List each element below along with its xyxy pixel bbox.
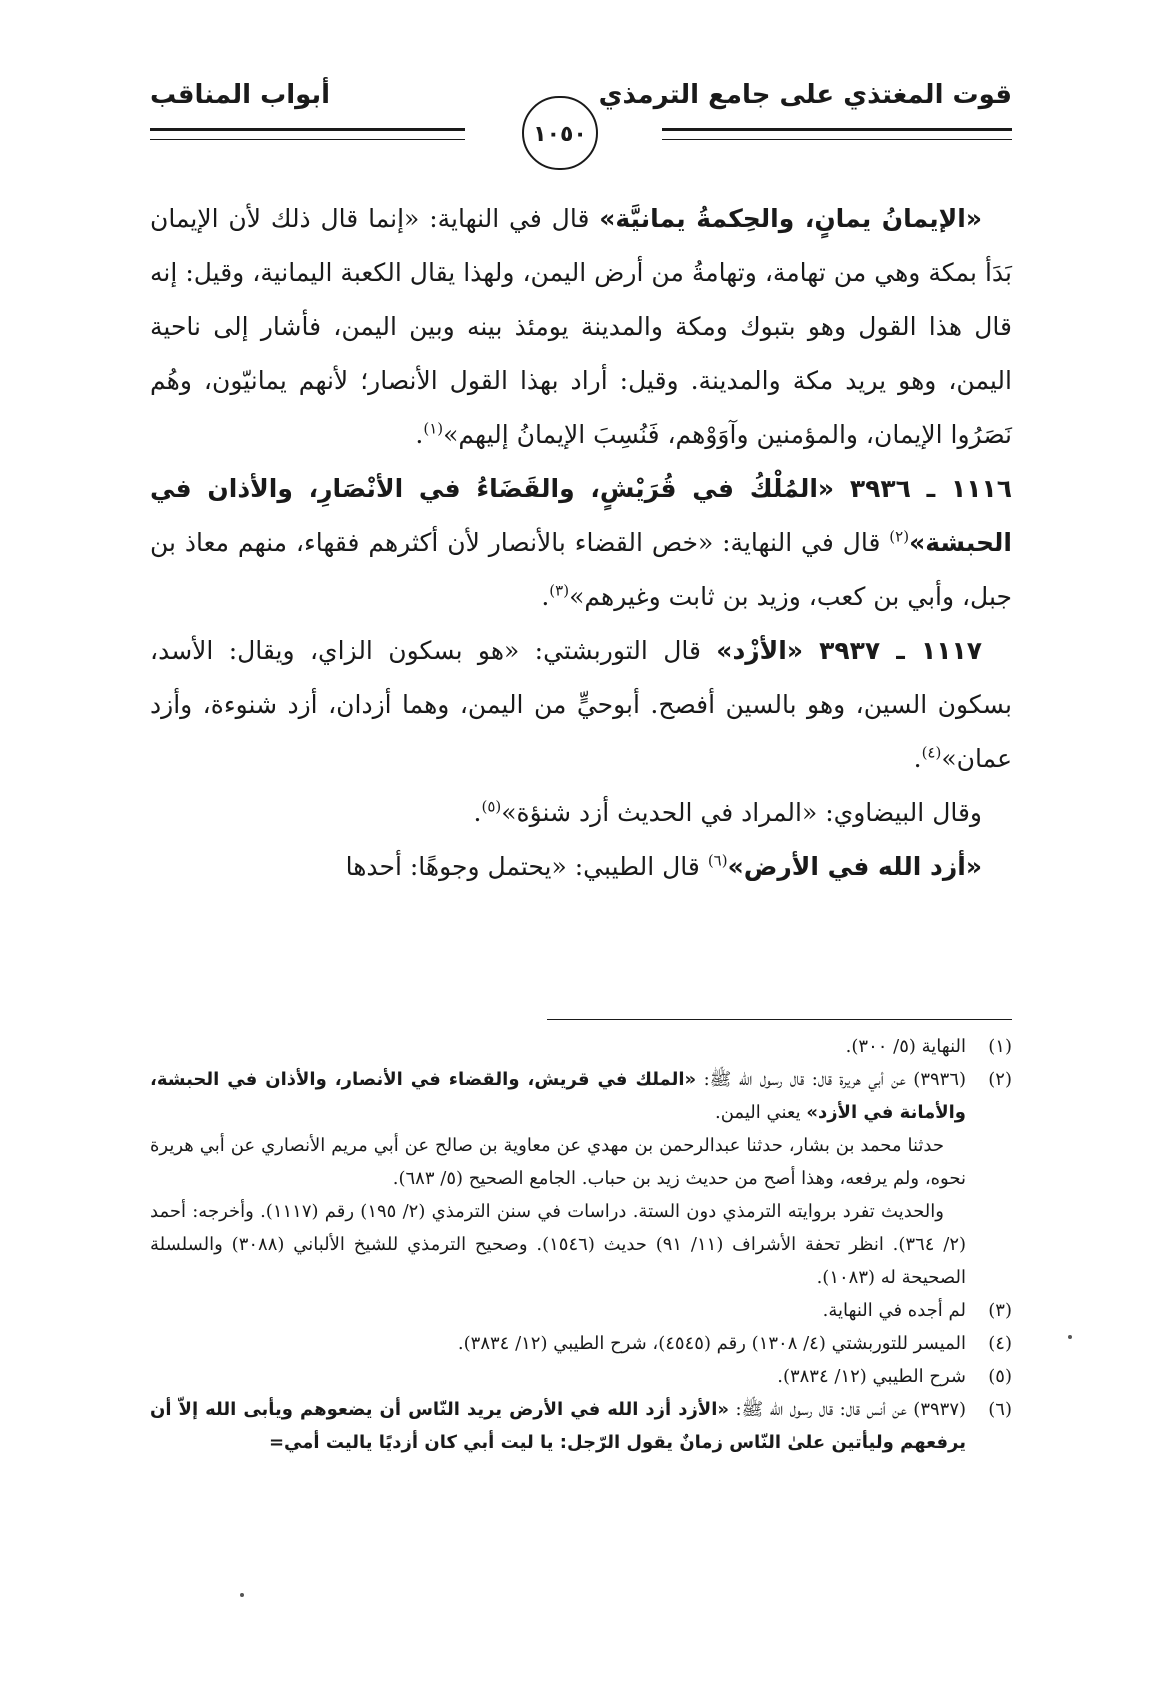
paragraph-hadith-3937 xyxy=(150,624,1012,786)
commentary-text: قال في النهاية: «خص القضاء بالأنصار لأن أكثرهم فقهاء، منهم معاذ بن جبل، وأبي بن كعب، وزيد بن ثابت وغيرهم» xyxy=(150,528,1012,611)
running-head-section-title: أبواب المناقب xyxy=(150,80,331,110)
footnote-2-continuation: والحديث تفرد بروايته الترمذي دون الستة. دراسات في سنن الترمذي (٢/ ١٩٥) رقم (١١١٧). وأخرجه: أحمد (٢/ ٣٦٤). انظر تحفة الأشراف (١١/ ٩١) حديث (١٥٤٦). وصحيح الترمذي للشيخ الألباني (٣٠٨٨) والسلسلة الصحيحة له (١٠٨٣). xyxy=(150,1201,967,1288)
footnote-hadith-text: «الملك في قريش، والقضاء في الأنصار، والأذان في الحبشة، والأمانة في الأزد» xyxy=(150,1069,966,1123)
commentary-text: وقال البيضاوي: «المراد في الحديث أزد شنؤة» xyxy=(501,798,982,827)
paragraph-iman-yaman xyxy=(150,192,1012,462)
footnote-mark: (٣) xyxy=(988,1300,1012,1321)
footnote-text-part: يعني اليمن. xyxy=(715,1102,807,1123)
footnote-mark: (١) xyxy=(988,1036,1012,1057)
hadith-number: ١١١٦ ـ ٣٩٣٦ xyxy=(849,474,1012,503)
footnote-mark: (٤) xyxy=(988,1333,1012,1354)
end-period: . xyxy=(913,744,922,773)
hadith-phrase: «أزد الله في الأرض» xyxy=(727,852,982,881)
commentary-text: قال التوربشتي: «هو بسكون الزاي، ويقال: الأسد، بسكون السين، وهو بالسين أفصح. أبوحيٍّ من اليمن، وهما أزدان، أزد شنوءة، وأزد عمان» xyxy=(150,636,1012,773)
footnote-text: الميسر للتوربشتي (٤/ ١٣٠٨) رقم (٤٥٤٥)، شرح الطيبي (١٢/ ٣٨٣٤). xyxy=(457,1333,966,1354)
footnote-ref: (٢) xyxy=(889,527,910,546)
footnote-hadith-text: «الأزد أزد الله في الأرض يريد النّاس أن يضعوهم ويأبى الله إلاّ أن يرفعهم وليأتين علىٰ النّاس زمانٌ يقول الرّجل: يا ليت أبي كان أزديًا ياليت أمي= xyxy=(150,1399,966,1453)
footnote-4 xyxy=(150,1327,1012,1360)
header-rule-left xyxy=(150,128,465,140)
hadith-phrase: «الإيمانُ يمانٍ، والحِكمةُ يمانيَّة» xyxy=(599,204,983,233)
end-period: . xyxy=(415,420,424,449)
hadith-phrase: «الأزْد» xyxy=(716,636,820,665)
hadith-number: ١١١٧ ـ ٣٩٣٧ xyxy=(819,636,982,665)
page-header xyxy=(150,80,1012,170)
scan-speck xyxy=(240,1593,244,1597)
hadith-phrase: «المُلْكُ في قُرَيْشٍ، والقَضَاءُ في الأنْصَارِ، والأذان في الحبشة» xyxy=(150,474,1012,557)
footnote-2 xyxy=(150,1063,1012,1129)
end-period: . xyxy=(541,582,550,611)
footnote-text: النهاية (٥/ ٣٠٠). xyxy=(845,1036,966,1057)
footnote-ref: (٥) xyxy=(481,797,502,816)
footnote-separator xyxy=(547,1019,1012,1020)
footnote-text: شرح الطيبي (١٢/ ٣٨٣٤). xyxy=(777,1366,966,1387)
footnote-5 xyxy=(150,1360,1012,1393)
footnote-text xyxy=(150,1393,966,1459)
footnote-text-part: (٣٩٣٦) عن أبي هريرة قال: قال رسول الله ﷺ: xyxy=(696,1069,967,1090)
footnote-text: لم أجده في النهاية. xyxy=(822,1300,966,1321)
footnote-ref: (٦) xyxy=(707,851,728,870)
paragraph-baydawi xyxy=(150,786,1012,840)
footnote-ref: (٤) xyxy=(921,743,942,762)
footnote-1 xyxy=(150,1030,1012,1063)
paragraph-hadith-3936 xyxy=(150,462,1012,624)
footnote-3 xyxy=(150,1294,1012,1327)
footnotes xyxy=(150,1030,1012,1459)
running-head-book-title: قوت المغتذي على جامع الترمذي xyxy=(598,80,1012,110)
footnote-mark: (٥) xyxy=(988,1366,1012,1387)
page-number: ١٠٥٠ xyxy=(522,96,598,170)
commentary-text: قال الطيبي: «يحتمل وجوهًا: أحدها xyxy=(345,852,708,881)
header-rule-right xyxy=(662,128,1012,140)
footnote-mark: (٢) xyxy=(988,1069,1012,1090)
scan-speck xyxy=(1068,1335,1072,1339)
footnote-6 xyxy=(150,1393,1012,1459)
footnote-text-part: (٣٩٣٧) عن أنس قال: قال رسول الله ﷺ: xyxy=(729,1399,967,1420)
footnote-2-continuation: حدثنا محمد بن بشار، حدثنا عبدالرحمن بن مهدي عن معاوية بن صالح عن أبي مريم الأنصاري عن أبي هريرة نحوه، ولم يرفعه، وهذا أصح من حديث زيد بن حباب. الجامع الصحيح (٥/ ٦٨٣). xyxy=(150,1135,966,1189)
footnote-ref: (١) xyxy=(423,419,444,438)
footnote-text xyxy=(150,1063,966,1129)
footnote-mark: (٦) xyxy=(988,1399,1012,1420)
footnote-ref: (٣) xyxy=(549,581,570,600)
end-period: . xyxy=(473,798,482,827)
paragraph-azd-allah xyxy=(150,840,1012,894)
main-text xyxy=(150,192,1012,894)
commentary-text: قال في النهاية: «إنما قال ذلك لأن الإيمان بَدَأ بمكة وهي من تهامة، وتهامةُ من أرض اليمن، ولهذا يقال الكعبة اليمانية، وقيل: إنه قال هذا القول وهو بتبوك ومكة والمدينة يومئذ بينه وبين اليمن، فأشار إلى ناحية اليمن، وهو يريد مكة والمدينة. وقيل: أراد بهذا القول الأنصار؛ لأنهم يمانيّون، وهُم نَصَرُوا الإيمان، والمؤمنين وآوَوْهم، فَنُسِبَ الإيمانُ إليهم» xyxy=(150,204,1012,449)
